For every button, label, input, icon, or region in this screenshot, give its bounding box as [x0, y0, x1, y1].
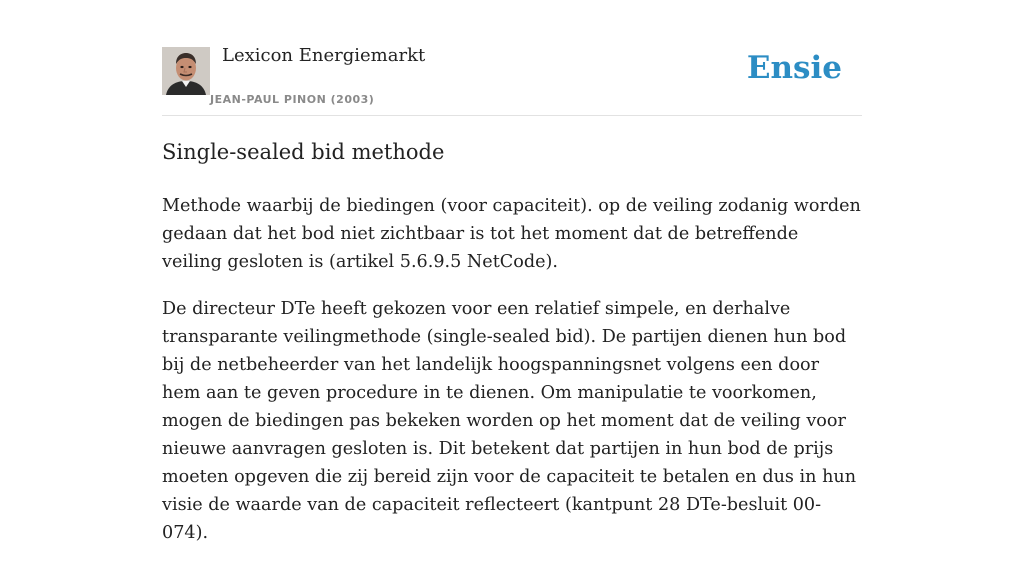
paragraph: De directeur DTe heeft gekozen voor een relatief simpele, en derhalve transparante veilingmethode (single-sealed bid). De partijen dienen hun bod bij de netbeheerder van het landelijk hoogspanningsnet volgens een door hem aan te geven procedure in te dienen. Om manipulatie te voorkomen, mogen de biedingen pas bekeken worden op het moment dat de veiling voor nieuwe aanvragen gesloten is. Dit betekent dat partijen in hun bod de prijs moeten opgeven die zij bereid zijn voor de capaciteit te betalen en dus in hun visie de waarde van de capaciteit reflecteert (kantpunt 28 DTe-besluit 00-074). — [162, 299, 857, 543]
book-title[interactable]: Lexicon Energiemarkt — [222, 45, 426, 66]
author-name[interactable]: JEAN-PAUL PINON (2003) — [210, 93, 375, 106]
term-title: Single-sealed bid methode — [162, 140, 445, 164]
article-body — [162, 192, 862, 566]
ensie-logo[interactable]: Ensie — [746, 50, 842, 86]
paragraph: Methode waarbij de biedingen (voor capaciteit). op de veiling zodanig worden gedaan dat het bod niet zichtbaar is tot het moment dat de betreffende veiling gesloten is (artikel 5.6.9.5 NetCode). — [162, 196, 861, 272]
author-avatar[interactable] — [162, 47, 210, 95]
header — [162, 0, 862, 116]
